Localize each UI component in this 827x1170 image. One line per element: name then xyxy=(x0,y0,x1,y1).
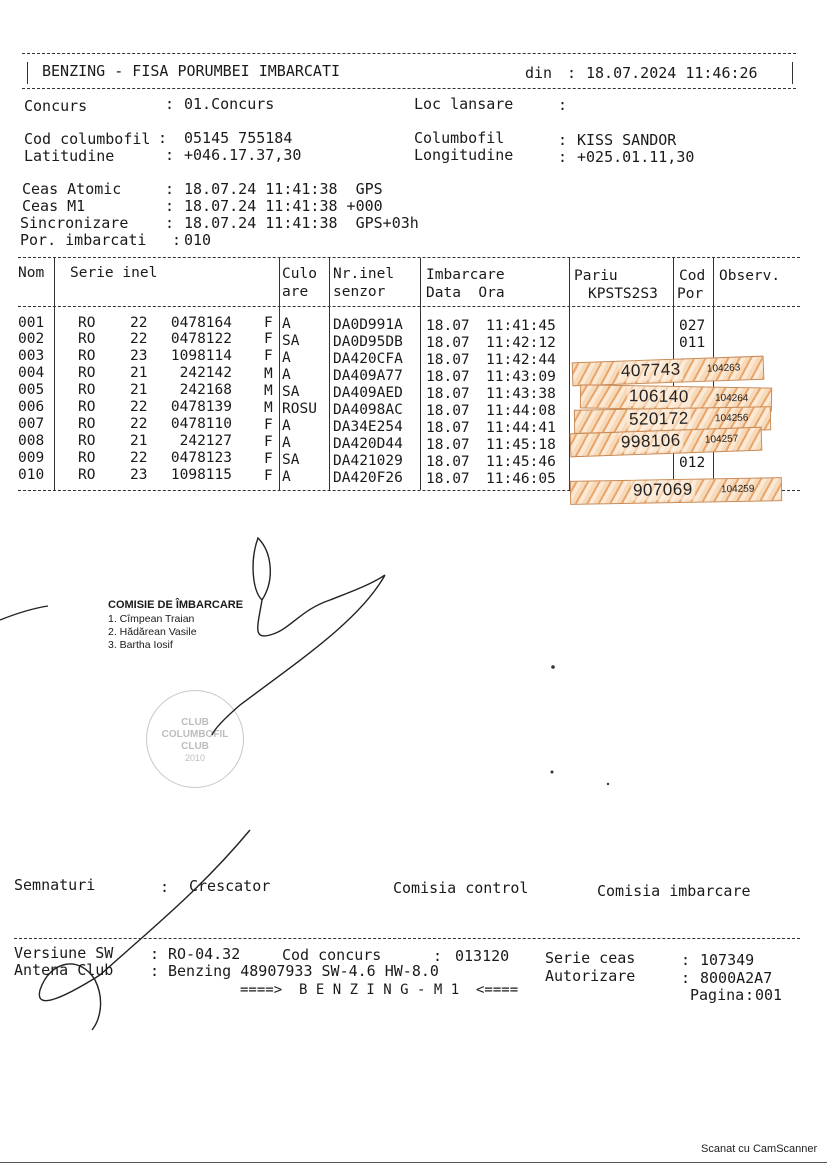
cod-columbofil-label: Cod columbofil xyxy=(24,130,151,148)
header-nrinel-2: senzor xyxy=(333,284,386,300)
serie-ceas-label: Serie ceas xyxy=(545,949,636,967)
cod-concurs-label: Cod concurs xyxy=(282,946,382,964)
columbofil-label: Columbofil xyxy=(414,129,505,147)
autorizare-value: 8000A2A7 xyxy=(700,969,773,987)
versiune-value: RO-04.32 xyxy=(168,945,241,963)
cod-concurs-value: 013120 xyxy=(455,947,510,965)
signatures-label: Semnaturi xyxy=(14,876,96,894)
document-title: BENZING - FISA PORUMBEI IMBARCATI xyxy=(42,62,341,80)
header-cod-2: Por xyxy=(677,286,704,302)
autorizare-label: Autorizare xyxy=(545,967,636,985)
ring-sticker: 106140 104264 xyxy=(580,384,772,411)
header-nom: Nom xyxy=(18,265,45,281)
header-serie: Serie inel xyxy=(70,265,158,281)
header-culoare-2: are xyxy=(282,284,309,300)
ring-sticker: 907069 104259 xyxy=(570,477,782,505)
sincronizare-value: 18.07.24 11:41:38 GPS+03h xyxy=(184,214,419,232)
din-value: 18.07.2024 11:46:26 xyxy=(586,64,758,82)
columbofil-value: KISS SANDOR xyxy=(577,131,677,149)
benzing-banner: ====> B E N Z I N G - M 1 <==== xyxy=(240,982,519,998)
cod-columbofil-value: 05145 755184 xyxy=(184,129,293,147)
din-colon: : xyxy=(567,64,577,82)
serie-ceas-value: 107349 xyxy=(700,951,755,969)
signature-comisia-control: Comisia control xyxy=(393,879,529,897)
footer-separator xyxy=(14,938,800,939)
longitudine-label: Longitudine xyxy=(414,146,514,164)
por-imbarcati-label: Por. imbarcati xyxy=(20,231,147,249)
por-imbarcati-value: 010 xyxy=(184,231,212,249)
ring-sticker: 998106 104257 xyxy=(570,427,763,458)
latitudine-value: +046.17.37,30 xyxy=(184,146,302,164)
ceas-atomic-label: Ceas Atomic xyxy=(22,180,122,198)
header-pariu-2: KPSTS2S3 xyxy=(588,286,658,302)
ring-sticker: 407743 104263 xyxy=(572,356,765,387)
longitudine-value: +025.01.11,30 xyxy=(577,148,695,166)
header-pariu-1: Pariu xyxy=(574,268,618,284)
page-bottom-edge xyxy=(0,1162,827,1163)
concurs-label: Concurs xyxy=(24,97,88,115)
latitudine-label: Latitudine xyxy=(24,147,115,165)
signature-comisia-imbarcare: Comisia imbarcare xyxy=(597,882,751,900)
ceas-atomic-value: 18.07.24 11:41:38 GPS xyxy=(184,180,383,198)
commission-member: 1. Cîmpean Traian xyxy=(108,613,195,625)
commission-member: 2. Hădărean Vasile xyxy=(108,626,197,638)
header-cod-1: Cod xyxy=(679,268,706,284)
ring-sticker: 520172 104256 xyxy=(574,406,771,433)
header-observatii: Observ. xyxy=(719,268,781,284)
antena-value: Benzing 48907933 SW-4.6 HW-8.0 xyxy=(168,962,439,980)
signature-crescator: Crescator xyxy=(189,877,271,895)
commission-member: 3. Bartha Iosif xyxy=(108,639,173,651)
din-label: din xyxy=(525,64,553,82)
pagina-label: Pagina xyxy=(690,986,745,1004)
versiune-label: Versiune SW xyxy=(14,944,114,962)
club-stamp: CLUB COLUMBOFIL CLUB 2010 xyxy=(146,690,244,788)
pagina-value: 001 xyxy=(755,986,783,1004)
ceas-m1-value: 18.07.24 11:41:38 +000 xyxy=(184,197,383,215)
loc-lansare-label: Loc lansare xyxy=(414,95,514,113)
header-imbarcare-1: Imbarcare xyxy=(426,267,505,283)
sincronizare-label: Sincronizare xyxy=(20,214,129,232)
antena-label: Antena Club xyxy=(14,961,114,979)
ceas-m1-label: Ceas M1 xyxy=(22,197,86,215)
header-nrinel-1: Nr.inel xyxy=(333,266,395,282)
scanner-watermark: Scanat cu CamScanner xyxy=(701,1143,818,1155)
commission-title: COMISIE DE ÎMBARCARE xyxy=(108,599,244,611)
header-culoare-1: Culo xyxy=(282,266,317,282)
concurs-value: 01.Concurs xyxy=(184,95,275,113)
header-imbarcare-2: Data Ora xyxy=(426,285,505,301)
